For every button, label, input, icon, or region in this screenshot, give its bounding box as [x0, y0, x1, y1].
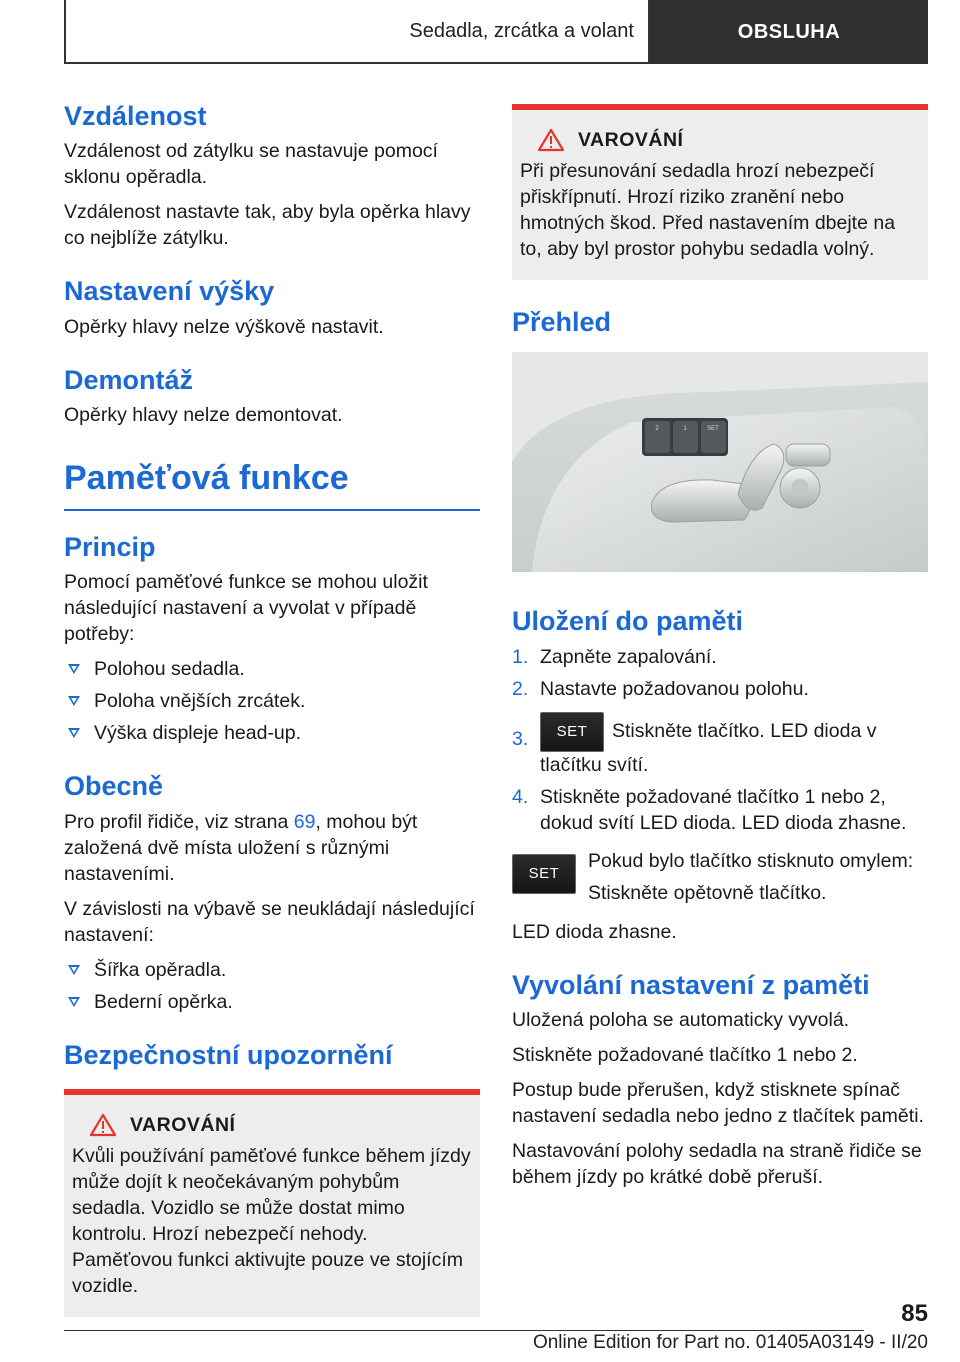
paragraph: Pomocí paměťové funkce se mohou uložit následující nastavení a vyvolat v případě potřeby:	[64, 571, 428, 646]
left-column	[64, 100, 480, 1317]
warning-box	[64, 1089, 480, 1317]
chapter-title: Sedadla, zrcátka a volant	[64, 0, 650, 64]
step-item: 2. Nastavte požadovanou polohu.	[512, 677, 809, 700]
step-item: 4. Stiskněte požadované tlačítko 1 nebo 2, dokud svítí LED dioda. LED dioda zhasne.	[512, 785, 907, 834]
page-header	[64, 0, 928, 64]
bullet-list	[64, 957, 480, 1015]
warning-text: Při přesunování sedadla hrozí nebezpečí přiskřípnutí. Hrozí riziko zranění nebo hmotných škod. Před nastavením dbejte na to, aby byl prostor pohybu sedadla volný.	[520, 160, 896, 260]
list-item: Poloha vnějších zrcátek.	[64, 688, 480, 714]
step-item: 3. SET Stiskněte tlačítko. LED dioda v tlačítku svítí.	[512, 712, 928, 778]
chapter-heading: Paměťová funkce	[64, 458, 480, 511]
set-button-icon: SET	[512, 854, 576, 894]
warning-triangle-icon	[90, 1113, 116, 1137]
section-bezpecnost	[64, 1039, 480, 1317]
step-list	[512, 644, 928, 836]
paragraph: Stiskněte opětovně tlačítko.	[588, 881, 827, 904]
paragraph: Nastavování polohy sedadla na straně řidiče se během jízdy po krátké době přeruší.	[512, 1140, 922, 1189]
paragraph: LED dioda zhasne.	[512, 920, 677, 943]
edition-text: Online Edition for Part no. 01405A03149 - II/20	[532, 1332, 928, 1353]
warning-title: VAROVÁNÍ	[578, 128, 684, 151]
section-vzdalenost	[64, 100, 480, 251]
section-vyska	[64, 275, 480, 339]
triangle-bullet-icon	[68, 696, 80, 706]
page-link[interactable]: 69	[293, 810, 316, 833]
section-demontaz	[64, 364, 480, 428]
section-obecne	[64, 770, 480, 1014]
paragraph: Pro profil řidiče, viz strana 69, mohou být založená dvě místa uložení s různými nastaveními.	[64, 810, 418, 885]
list-item: Výška displeje head-up.	[64, 720, 480, 746]
heading-obecne: Obecně	[64, 771, 164, 802]
triangle-bullet-icon	[68, 997, 80, 1007]
heading-demontaz: Demontáž	[64, 364, 194, 395]
warning-title: VAROVÁNÍ	[130, 1113, 236, 1136]
heading-vzdalenost: Vzdálenost	[64, 101, 207, 131]
paragraph: Vzdálenost od zátylku se nastavuje pomocí sklonu opěradla.	[64, 140, 438, 189]
heading-bezpecnost: Bezpečnostní upozornění	[64, 1039, 393, 1070]
memory-button-2-label: 2	[655, 426, 659, 433]
paragraph: Postup bude přerušen, když stisknete spínač nastavení sedadla nebo jedno z tlačítek paměti.	[512, 1079, 924, 1128]
bullet-list	[64, 656, 480, 746]
step-item: 1. Zapněte zapalování.	[512, 645, 717, 668]
paragraph: Stiskněte požadované tlačítko 1 nebo 2.	[512, 1044, 858, 1067]
heading-vyvolani: Vyvolání nastavení z paměti	[512, 969, 870, 1000]
section-princip	[64, 531, 480, 746]
paragraph: Vzdálenost nastavte tak, aby byla opěrka hlavy co nejblíže zátylku.	[64, 201, 471, 250]
warning-text: Kvůli používání paměťové funkce během jízdy může dojít k neočekávaným pohybům sedadla. Vozidlo se může dostat mimo kontrolu. Hrozí nebezpečí nehody. Paměťovou funkci aktivujte pouze ve stojícím vozidle.	[72, 1145, 471, 1298]
paragraph: Uložená poloha se automaticky vyvolá.	[512, 1009, 850, 1032]
list-item: Polohou sedadla.	[64, 656, 480, 682]
section-tab: OBSLUHA	[650, 0, 928, 64]
section-vyvolani	[512, 969, 928, 1190]
seat-controls-photo	[512, 352, 928, 572]
memory-button-set-label: SET	[707, 426, 719, 433]
paragraph: Opěrky hlavy nelze výškově nastavit.	[64, 315, 384, 338]
list-item: Šířka opěradla.	[64, 957, 480, 983]
paragraph: Opěrky hlavy nelze demontovat.	[64, 404, 343, 427]
triangle-bullet-icon	[68, 728, 80, 738]
right-column	[512, 86, 928, 1199]
triangle-bullet-icon	[68, 664, 80, 674]
footer-rule	[64, 1330, 864, 1331]
section-ulozeni	[512, 605, 928, 944]
paragraph: Pokud bylo tlačítko stisknuto omylem:	[588, 849, 914, 872]
set-note	[512, 848, 928, 915]
memory-button-1-label: 1	[683, 426, 687, 433]
warning-box	[512, 104, 928, 280]
warning-triangle-icon	[538, 128, 564, 152]
list-item: Bederní opěrka.	[64, 989, 480, 1015]
heading-prehled: Přehled	[512, 307, 612, 337]
heading-princip: Princip	[64, 531, 156, 562]
heading-ulozeni: Uložení do paměti	[512, 606, 744, 637]
page-number: 85	[901, 1300, 928, 1327]
set-button-icon: SET	[540, 712, 604, 752]
triangle-bullet-icon	[68, 965, 80, 975]
heading-vyska: Nastavení výšky	[64, 276, 275, 307]
paragraph: V závislosti na výbavě se neukládají následující nastavení:	[64, 897, 475, 946]
